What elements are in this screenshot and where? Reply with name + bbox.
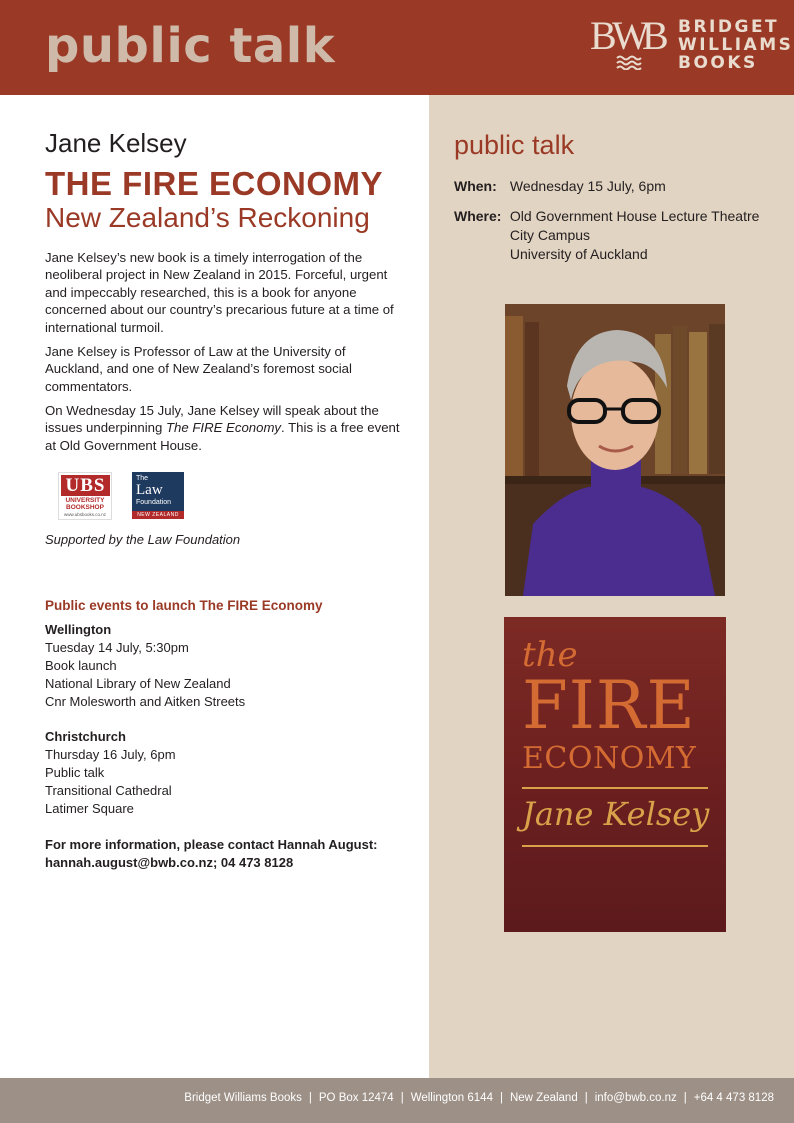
where-value: [510, 207, 760, 264]
when-value: Wednesday 15 July, 6pm: [509, 178, 666, 194]
logo-text-line: BOOKS: [678, 53, 758, 73]
author-name: Jane Kelsey: [45, 128, 187, 158]
logo-mark-letter: B: [642, 13, 669, 58]
law-logo-nz: NEW ZEALAND: [132, 511, 184, 519]
law-logo-foundation: Foundation: [136, 499, 172, 506]
footer-item: PO Box 12474: [318, 1092, 394, 1104]
footer-item: Wellington 6144: [410, 1092, 493, 1104]
bwb-logo-mark: [590, 13, 676, 74]
book-cover-rule: [522, 845, 708, 847]
events-heading: Public events to launch The FIRE Economy: [45, 598, 323, 613]
law-logo-the: The: [136, 475, 149, 482]
event-line: Latimer Square: [45, 801, 134, 816]
book-cover: [504, 617, 726, 932]
where-row: [454, 207, 759, 264]
book-cover-fire: FIRE: [522, 667, 696, 744]
when-row: [454, 177, 666, 196]
supported-by: Supported by the Law Foundation: [45, 532, 241, 547]
event-city: Wellington: [45, 622, 112, 637]
footer-bar: [0, 1078, 794, 1123]
book-cover-economy: ECONOMY: [522, 741, 697, 776]
event-text: On Wednesday 15 July, Jane Kelsey will speak about the issues underpinning: [45, 403, 379, 436]
bwb-logo: [590, 13, 794, 74]
book-cover-author: Jane Kelsey: [522, 795, 710, 833]
logo-text-line: WILLIAMS: [678, 35, 794, 55]
footer-email[interactable]: info@bwb.co.nz: [594, 1092, 677, 1104]
author-portrait-image: [505, 304, 725, 596]
logo-mark-letter: B: [590, 13, 617, 58]
event-line: Public talk: [45, 765, 105, 780]
footer-item: New Zealand: [509, 1092, 578, 1104]
where-label: Where:: [454, 208, 502, 224]
event-line: Transitional Cathedral: [45, 783, 172, 798]
contact-info: [45, 836, 378, 871]
wave-icon: [616, 54, 642, 70]
event-text: . This is a free event at Old Government House.: [45, 420, 400, 453]
where-line: City Campus: [509, 227, 591, 243]
event-line: Book launch: [45, 658, 117, 673]
header-banner: [0, 0, 794, 95]
footer-phone: +64 4 473 8128: [693, 1092, 774, 1104]
event-wellington: [45, 621, 245, 711]
footer-separator: |: [308, 1092, 312, 1104]
when-label: When:: [454, 178, 497, 194]
ubs-logo-mark: UBS: [61, 475, 110, 496]
event-christchurch: [45, 728, 176, 818]
bwb-logo-text: [678, 18, 793, 72]
event-line: Cnr Molesworth and Aitken Streets: [45, 694, 246, 709]
event-city: Christchurch: [45, 729, 126, 744]
footer-separator: |: [584, 1092, 588, 1104]
footer-contact-line: [184, 1092, 774, 1104]
where-line: University of Auckland: [509, 246, 648, 262]
footer-separator: |: [499, 1092, 503, 1104]
author-photo: [505, 304, 725, 596]
event-book-title: The FIRE Economy: [165, 420, 282, 436]
logo-mark-letter: W: [612, 13, 650, 58]
book-subtitle: New Zealand’s Reckoning: [45, 202, 370, 233]
bio-paragraph: Jane Kelsey is Professor of Law at the University of Auckland, and one of New Zealand’s foremost social commentators.: [45, 344, 352, 394]
footer-item: Bridget Williams Books: [184, 1092, 302, 1104]
law-foundation-logo: [132, 472, 184, 519]
ubs-logo-url: www.ubsbooks.co.nz: [63, 512, 107, 517]
description-paragraph: Jane Kelsey’s new book is a timely interrogation of the neoliberal project in New Zealand in 2015. Forceful, urgent and impeccably researched, this is a book for anyone concerned about our country’s precarious future at a time of international turmoil.: [45, 250, 394, 335]
footer-separator: |: [683, 1092, 687, 1104]
ubs-logo-line: UNIVERSITY: [65, 497, 105, 504]
event-line: Thursday 16 July, 6pm: [45, 747, 176, 762]
event-line: Tuesday 14 July, 5:30pm: [45, 640, 189, 655]
footer-separator: |: [400, 1092, 404, 1104]
event-line: National Library of New Zealand: [45, 676, 231, 691]
ubs-logo: [58, 472, 112, 520]
where-line: Old Government House Lecture Theatre: [509, 208, 760, 224]
ubs-logo-line: BOOKSHOP: [66, 504, 104, 511]
contact-line: hannah.august@bwb.co.nz; 04 473 8128: [45, 854, 294, 870]
logo-text-line: BRIDGET: [678, 17, 780, 37]
ubs-logo-text: [59, 497, 111, 511]
event-paragraph: [45, 402, 405, 454]
sidebar-title: public talk: [454, 130, 575, 160]
contact-line: For more information, please contact Hannah August:: [45, 837, 378, 852]
book-title: THE FIRE ECONOMY: [45, 165, 384, 202]
book-cover-the: the: [522, 635, 578, 675]
header-title: public talk: [45, 18, 336, 74]
book-cover-rule: [522, 787, 708, 789]
law-logo-law: Law: [136, 482, 163, 498]
